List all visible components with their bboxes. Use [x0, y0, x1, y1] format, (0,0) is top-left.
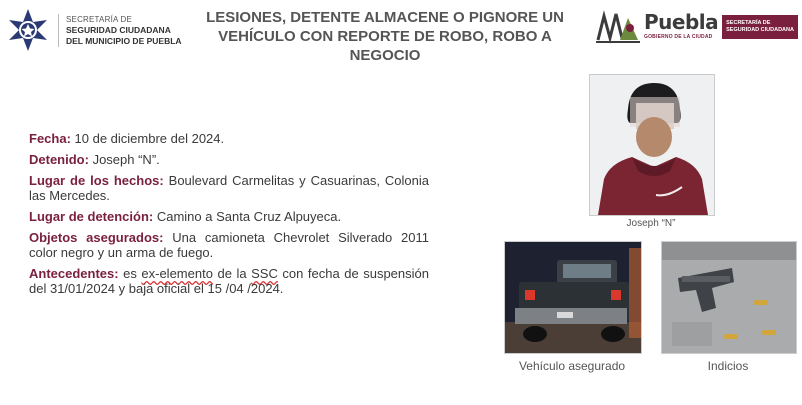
detenido-label: Detenido: [29, 152, 89, 167]
title-line-1: LESIONES, DETENTE ALMACENE O PIGNORE UN [206, 9, 564, 26]
ssc-badge [722, 15, 798, 39]
title-line-2: VEHÍCULO CON REPORTE DE ROBO, ROBO A [218, 28, 552, 45]
detainee-caption: Joseph “N” [626, 218, 676, 229]
puebla-emblem-icon [594, 10, 642, 44]
antecedentes-word-exelemento: ex-elemento [141, 266, 213, 281]
lugar-detencion-value: Camino a Santa Cruz Alpuyeca. [153, 209, 342, 224]
antecedentes-word-ssc: SSC [251, 266, 278, 281]
fecha-row [29, 131, 429, 146]
lugar-hechos-value: Boulevard Carmelitas y Casuarinas, Colonia las Mercedes. [29, 173, 429, 203]
fecha-label: Fecha: [29, 131, 71, 146]
firearm-evidence-icon [662, 242, 796, 353]
puebla-city-logo [594, 10, 798, 44]
antecedentes-row [29, 266, 429, 296]
header [0, 0, 802, 70]
ssc-municipal-logo [6, 8, 182, 52]
antecedentes-text-2: de la [212, 266, 252, 281]
antecedentes-text-1: es [118, 266, 142, 281]
pickup-truck-icon [505, 242, 641, 353]
lugar-hechos-row [29, 173, 429, 203]
evidence-photo [661, 241, 797, 354]
badge-line-1: SECRETARÍA DE [726, 20, 771, 26]
title-line-3: NEGOCIO [349, 47, 421, 64]
vehicle-caption: Vehículo asegurado [518, 359, 626, 373]
antecedentes-label: Antecedentes: [29, 266, 119, 281]
lugar-hechos-label: Lugar de los hechos: [29, 173, 164, 188]
page-title [200, 8, 570, 65]
detainee-photo [589, 74, 715, 216]
vehicle-photo [504, 241, 642, 354]
lugar-detencion-label: Lugar de detención: [29, 209, 154, 224]
puebla-wordmark: Puebla [644, 10, 719, 34]
lugar-detencion-row [29, 209, 429, 224]
case-details [29, 131, 429, 302]
fecha-value: 10 de diciembre del 2024. [70, 131, 225, 146]
objetos-row [29, 230, 429, 260]
detenido-value: Joseph “N”. [88, 152, 160, 167]
logo-line-1: SECRETARÍA DE [66, 14, 133, 24]
puebla-subtitle: GOBIERNO DE LA CIUDAD [644, 34, 713, 40]
objetos-label: Objetos asegurados: [29, 230, 164, 245]
objetos-value: Una camioneta Chevrolet Silverado 2011 color negro y un arma de fuego. [29, 230, 429, 260]
detenido-row [29, 152, 429, 167]
detainee-silhouette-icon [590, 75, 714, 215]
logo-line-2: SEGURIDAD CIUDADANA [66, 24, 171, 35]
evidence-caption: Indicios [707, 359, 749, 373]
police-star-icon [6, 8, 50, 52]
antecedentes-text-3: con fecha de suspensión del 31/01/2024 y baja oficial el 15 /04 /2024. [29, 266, 429, 296]
logo-line-3: DEL MUNICIPIO DE PUEBLA [66, 35, 182, 46]
badge-line-2: SEGURIDAD CIUDADANA [726, 27, 794, 33]
